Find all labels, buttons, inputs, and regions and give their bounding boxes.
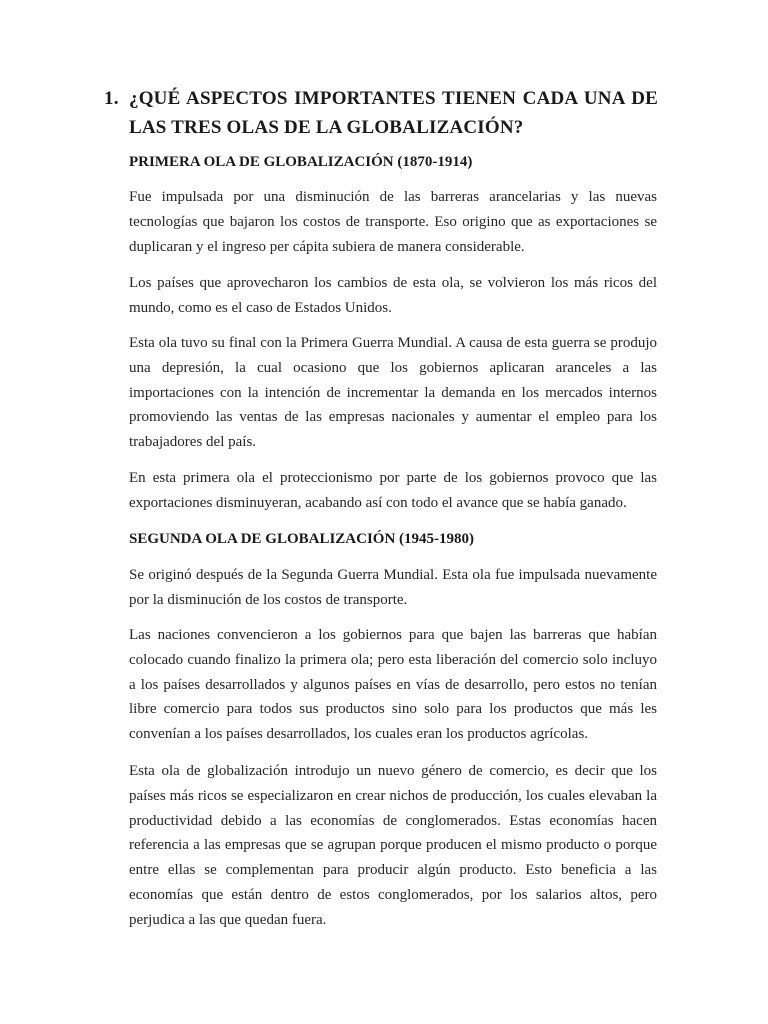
paragraph: Fue impulsada por una disminución de las barreras arancelarias y las nuevas tecnologías que bajaron los costos de transporte. Eso origino que as exportaciones se duplicaran y el ingreso per cápita subiera de manera considerable.: [129, 189, 657, 255]
paragraph: Esta ola de globalización introdujo un nuevo género de comercio, es decir que los países más ricos se especializaron en crear nichos de producción, los cuales elevaban la productividad debido a las economías de conglomerados. Estas economías hacen referencia a las empresas que se agrupan porque producen el mismo producto o porque entre ellas se complementan para producir algún producto. Esto beneficia a las economías que están dentro de estos conglomerados, por los salarios altos, pero perjudica a las que quedan fuera.: [129, 763, 657, 928]
question-heading: [104, 84, 658, 142]
paragraph: Las naciones convencieron a los gobiernos para que bajen las barreras que habían colocado cuando finalizo la primera ola; pero esta liberación del comercio solo incluyo a los países desarrollados y algunos países en vías de desarrollo, pero estos no tenían libre comercio para todos sus productos sino solo para los productos que más les convenían a los países desarrollados, los cuales eran los productos agrícolas.: [129, 627, 657, 743]
paragraph: Los países que aprovecharon los cambios de esta ola, se volvieron los más ricos del mundo, como es el caso de Estados Unidos.: [129, 275, 657, 316]
question-text: ¿QUÉ ASPECTOS IMPORTANTES TIENEN CADA UNA DE LAS TRES OLAS DE LA GLOBALIZACIÓN?: [129, 88, 658, 138]
paragraph: Se originó después de la Segunda Guerra Mundial. Esta ola fue impulsada nuevamente por la disminución de los costos de transporte.: [129, 567, 657, 608]
question-number: 1.: [104, 88, 119, 109]
paragraph: En esta primera ola el proteccionismo por parte de los gobiernos provoco que las exportaciones disminuyeran, acabando así con todo el avance que se había ganado.: [129, 470, 657, 511]
paragraph: Esta ola tuvo su final con la Primera Guerra Mundial. A causa de esta guerra se produjo una depresión, la cual ocasiono que los gobiernos aplicaran aranceles a las importaciones con la intención de incrementar la demanda en los mercados internos promoviendo las ventas de las empresas nacionales y aumentar el empleo para los trabajadores del país.: [129, 335, 657, 451]
section-heading-segunda-ola: SEGUNDA OLA DE GLOBALIZACIÓN (1945-1980): [129, 531, 475, 547]
section-heading-primera-ola: PRIMERA OLA DE GLOBALIZACIÓN (1870-1914): [129, 154, 473, 170]
